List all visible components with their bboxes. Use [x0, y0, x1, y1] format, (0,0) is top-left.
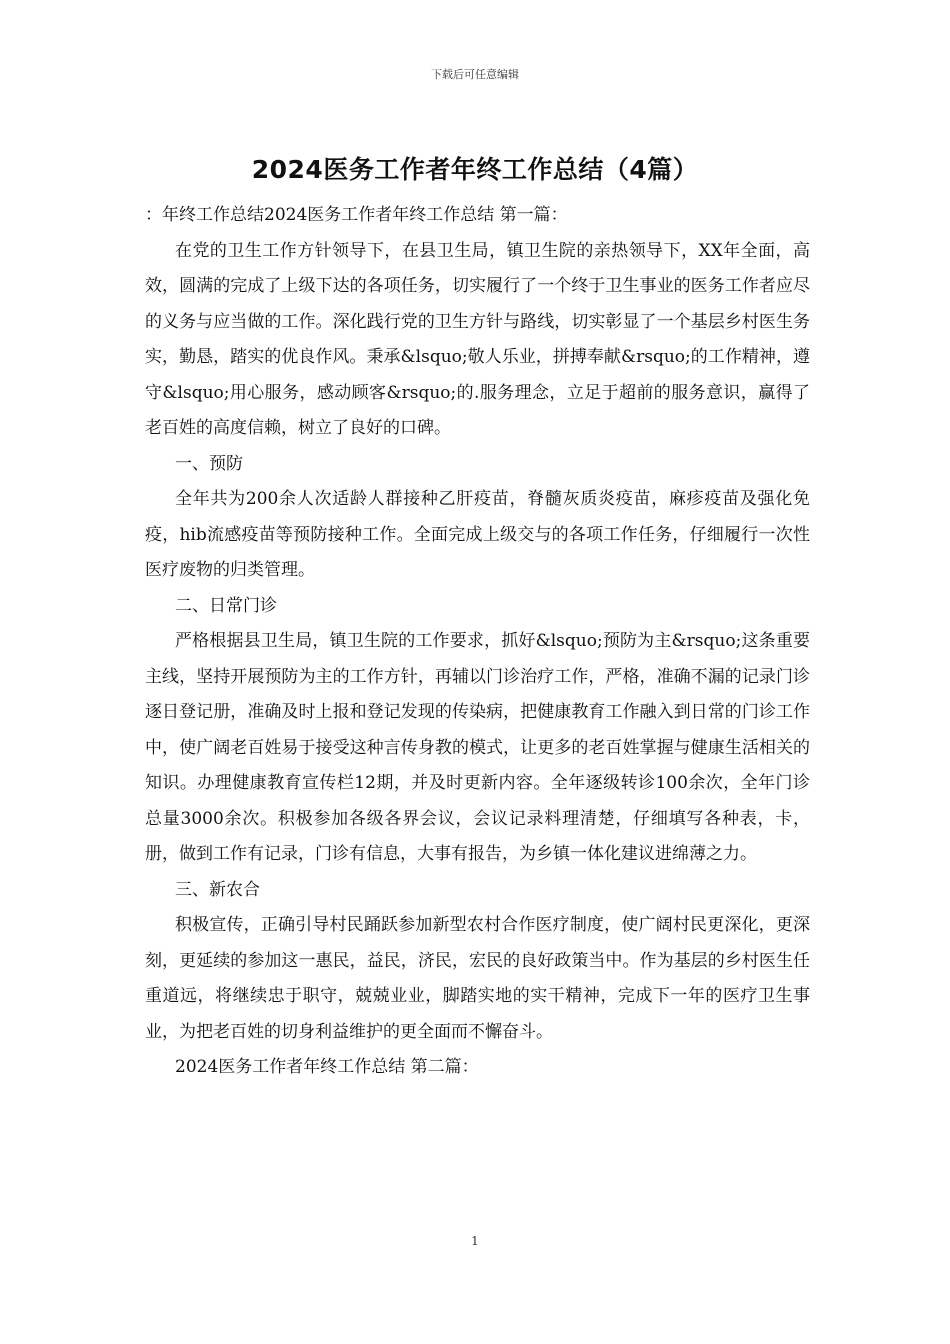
paragraph-rural-cooperative: 积极宣传，正确引导村民踊跃参加新型农村合作医疗制度，使广阔村民更深化，更深刻，更延续的参加这一惠民，益民，济民，宏民的良好政策当中。作为基层的乡村医生任重道远，将继续忠于职守，兢兢业业，脚踏实地的实干精神，完成下一年的医疗卫生事业，为把老百姓的切身利益维护的更全面而不懈奋斗。	[145, 915, 810, 1042]
paragraph-outpatient: 严格根据县卫生局，镇卫生院的工作要求，抓好&lsquo;预防为主&rsquo;这条重要主线，坚持开展预防为主的工作方针，再辅以门诊治疗工作，严格，准确不漏的记录门诊逐日登记册，准确及时上报和登记发现的传染病，把健康教育工作融入到日常的门诊工作中，使广阔老百姓易于接受这种言传身教的模式，让更多的老百姓掌握与健康生活相关的知识。办理健康教育宣传栏12期，并及时更新内容。全年逐级转诊100余次，全年门诊总量3000余次。积极参加各级各界会议，会议记录料理清楚，仔细填写各种表，卡，册，做到工作有记录，门诊有信息，大事有报告，为乡镇一体化建议进绵薄之力。	[145, 631, 810, 864]
intro-line: ：年终工作总结2024医务工作者年终工作总结 第一篇：	[145, 205, 568, 225]
document-body	[145, 198, 810, 1086]
header-note: 下载后可任意编辑	[431, 68, 519, 81]
second-article-heading: 2024医务工作者年终工作总结 第二篇：	[175, 1057, 479, 1077]
document-title: 2024医务工作者年终工作总结（4篇）	[251, 155, 699, 184]
section-heading-rural-cooperative: 三、新农合	[175, 879, 260, 900]
section-heading-outpatient: 二、日常门诊	[175, 595, 277, 616]
section-heading-prevention: 一、预防	[175, 453, 243, 474]
paragraph-prevention: 全年共为200余人次适龄人群接种乙肝疫苗，脊髓灰质炎疫苗，麻疹疫苗及强化免疫，hib流感疫苗等预防接种工作。全面完成上级交与的各项工作任务，仔细履行一次性医疗废物的归类管理。	[145, 489, 810, 580]
paragraph-overview: 在党的卫生工作方针领导下，在县卫生局，镇卫生院的亲热领导下，XX年全面，高效，圆满的完成了上级下达的各项任务，切实履行了一个终于卫生事业的医务工作者应尽的义务与应当做的工作。深化践行党的卫生方针与路线，切实彰显了一个基层乡村医生务实，勤恳，踏实的优良作风。秉承&lsquo;敬人乐业，拼搏奉献&rsquo;的工作精神，遵守&lsquo;用心服务，感动顾客&rsquo;的.服务理念，立足于超前的服务意识，赢得了老百姓的高度信赖，树立了良好的口碑。	[145, 240, 810, 438]
page-number: 1	[471, 1234, 479, 1248]
